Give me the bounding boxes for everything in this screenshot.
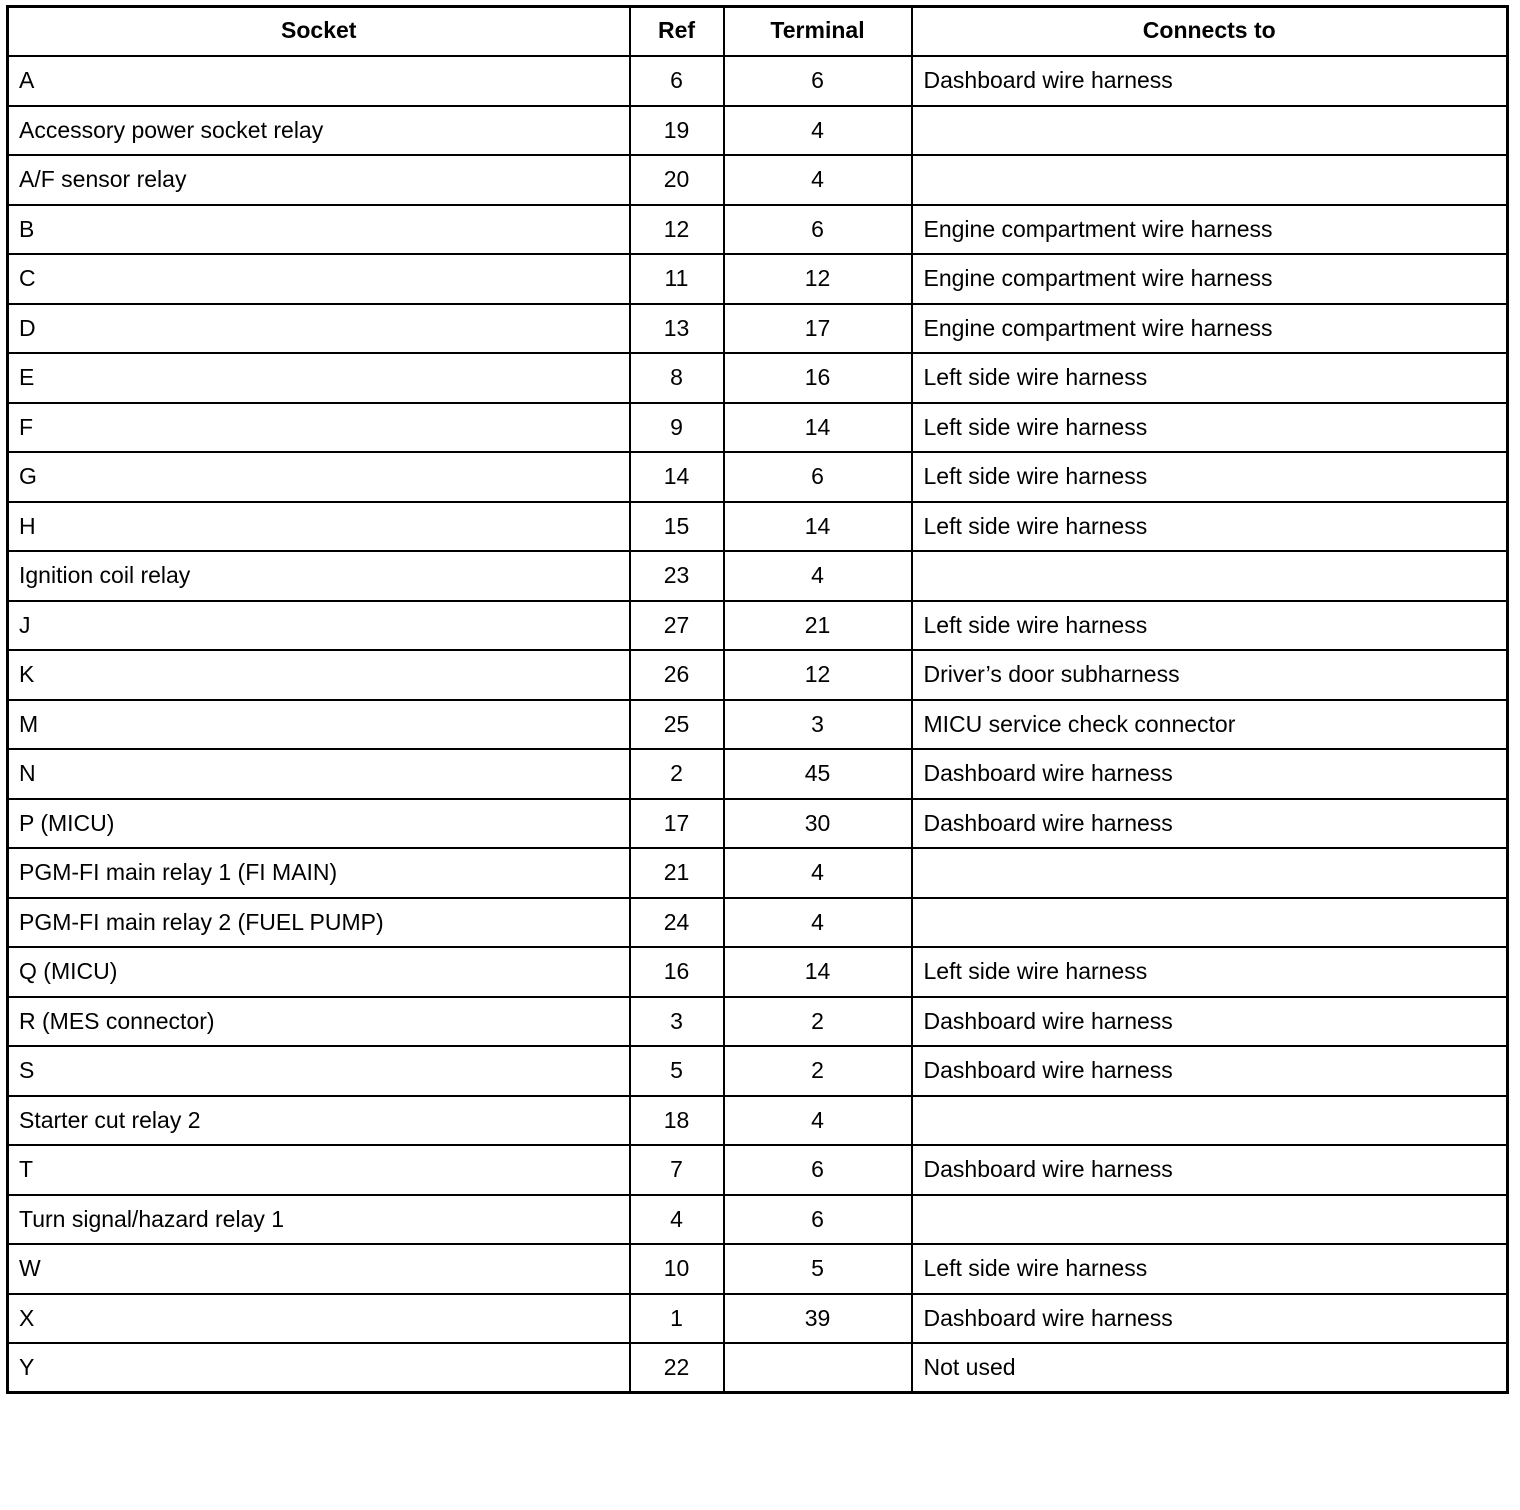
cell-connects-to: Left side wire harness	[912, 601, 1508, 651]
cell-terminal: 21	[724, 601, 912, 651]
cell-connects-to	[912, 1096, 1508, 1146]
cell-connects-to: Dashboard wire harness	[912, 1145, 1508, 1195]
table-row	[8, 254, 1508, 304]
cell-ref: 3	[630, 997, 724, 1047]
cell-socket: P (MICU)	[8, 799, 630, 849]
cell-terminal: 2	[724, 997, 912, 1047]
cell-terminal: 4	[724, 155, 912, 205]
cell-connects-to: Dashboard wire harness	[912, 1294, 1508, 1344]
cell-ref: 25	[630, 700, 724, 750]
cell-socket: T	[8, 1145, 630, 1195]
socket-table	[6, 5, 1509, 1394]
cell-ref: 23	[630, 551, 724, 601]
cell-socket: Ignition coil relay	[8, 551, 630, 601]
cell-socket: W	[8, 1244, 630, 1294]
cell-connects-to: Dashboard wire harness	[912, 1046, 1508, 1096]
cell-ref: 6	[630, 56, 724, 106]
cell-socket: R (MES connector)	[8, 997, 630, 1047]
table-row	[8, 304, 1508, 354]
cell-socket: K	[8, 650, 630, 700]
cell-connects-to: Dashboard wire harness	[912, 997, 1508, 1047]
cell-connects-to: Left side wire harness	[912, 1244, 1508, 1294]
cell-socket: E	[8, 353, 630, 403]
cell-connects-to: Left side wire harness	[912, 947, 1508, 997]
cell-ref: 16	[630, 947, 724, 997]
cell-socket: F	[8, 403, 630, 453]
cell-ref: 13	[630, 304, 724, 354]
cell-terminal: 6	[724, 452, 912, 502]
cell-terminal	[724, 1343, 912, 1393]
table-row	[8, 551, 1508, 601]
cell-ref: 5	[630, 1046, 724, 1096]
cell-connects-to: Engine compartment wire harness	[912, 304, 1508, 354]
cell-ref: 21	[630, 848, 724, 898]
cell-connects-to	[912, 898, 1508, 948]
cell-terminal: 6	[724, 56, 912, 106]
table-row	[8, 1343, 1508, 1393]
table-row	[8, 1195, 1508, 1245]
cell-ref: 1	[630, 1294, 724, 1344]
table-row	[8, 155, 1508, 205]
header-socket: Socket	[8, 7, 630, 57]
cell-socket: G	[8, 452, 630, 502]
cell-socket: A/F sensor relay	[8, 155, 630, 205]
cell-terminal: 4	[724, 1096, 912, 1146]
cell-socket: Y	[8, 1343, 630, 1393]
cell-terminal: 14	[724, 502, 912, 552]
cell-connects-to: Left side wire harness	[912, 502, 1508, 552]
table-row	[8, 749, 1508, 799]
cell-socket: Turn signal/hazard relay 1	[8, 1195, 630, 1245]
table-row	[8, 205, 1508, 255]
header-terminal: Terminal	[724, 7, 912, 57]
table-row	[8, 700, 1508, 750]
cell-connects-to: Dashboard wire harness	[912, 56, 1508, 106]
table-row	[8, 1046, 1508, 1096]
table-row	[8, 650, 1508, 700]
cell-socket: J	[8, 601, 630, 651]
cell-ref: 17	[630, 799, 724, 849]
cell-socket: M	[8, 700, 630, 750]
cell-connects-to: Engine compartment wire harness	[912, 205, 1508, 255]
cell-terminal: 5	[724, 1244, 912, 1294]
cell-terminal: 4	[724, 898, 912, 948]
cell-connects-to: Left side wire harness	[912, 452, 1508, 502]
cell-terminal: 6	[724, 1195, 912, 1245]
cell-connects-to: Not used	[912, 1343, 1508, 1393]
table-row	[8, 848, 1508, 898]
cell-ref: 20	[630, 155, 724, 205]
cell-ref: 11	[630, 254, 724, 304]
cell-terminal: 39	[724, 1294, 912, 1344]
cell-connects-to	[912, 106, 1508, 156]
table-row	[8, 56, 1508, 106]
cell-connects-to: Dashboard wire harness	[912, 749, 1508, 799]
cell-ref: 4	[630, 1195, 724, 1245]
cell-terminal: 2	[724, 1046, 912, 1096]
cell-ref: 19	[630, 106, 724, 156]
cell-ref: 15	[630, 502, 724, 552]
cell-connects-to	[912, 1195, 1508, 1245]
cell-socket: PGM-FI main relay 2 (FUEL PUMP)	[8, 898, 630, 948]
cell-connects-to: Driver’s door subharness	[912, 650, 1508, 700]
cell-connects-to: Left side wire harness	[912, 403, 1508, 453]
cell-socket: PGM-FI main relay 1 (FI MAIN)	[8, 848, 630, 898]
table-row	[8, 947, 1508, 997]
cell-connects-to: Dashboard wire harness	[912, 799, 1508, 849]
cell-terminal: 6	[724, 1145, 912, 1195]
cell-socket: C	[8, 254, 630, 304]
cell-terminal: 30	[724, 799, 912, 849]
cell-ref: 10	[630, 1244, 724, 1294]
cell-ref: 24	[630, 898, 724, 948]
cell-terminal: 4	[724, 848, 912, 898]
cell-ref: 26	[630, 650, 724, 700]
cell-socket: S	[8, 1046, 630, 1096]
socket-table-container	[6, 5, 1509, 1394]
cell-ref: 22	[630, 1343, 724, 1393]
cell-terminal: 4	[724, 106, 912, 156]
cell-connects-to	[912, 848, 1508, 898]
cell-terminal: 16	[724, 353, 912, 403]
cell-socket: D	[8, 304, 630, 354]
cell-connects-to: Engine compartment wire harness	[912, 254, 1508, 304]
table-row	[8, 1294, 1508, 1344]
cell-connects-to: MICU service check connector	[912, 700, 1508, 750]
cell-terminal: 14	[724, 403, 912, 453]
cell-terminal: 17	[724, 304, 912, 354]
table-row	[8, 403, 1508, 453]
table-row	[8, 353, 1508, 403]
table-row	[8, 799, 1508, 849]
cell-terminal: 12	[724, 254, 912, 304]
table-row	[8, 601, 1508, 651]
table-row	[8, 502, 1508, 552]
header-connects-to: Connects to	[912, 7, 1508, 57]
table-row	[8, 1096, 1508, 1146]
cell-terminal: 12	[724, 650, 912, 700]
cell-socket: A	[8, 56, 630, 106]
table-row	[8, 997, 1508, 1047]
cell-ref: 27	[630, 601, 724, 651]
table-row	[8, 1145, 1508, 1195]
table-header-row	[8, 7, 1508, 57]
cell-connects-to	[912, 551, 1508, 601]
cell-terminal: 6	[724, 205, 912, 255]
cell-socket: H	[8, 502, 630, 552]
cell-ref: 8	[630, 353, 724, 403]
cell-socket: Q (MICU)	[8, 947, 630, 997]
cell-socket: B	[8, 205, 630, 255]
cell-ref: 18	[630, 1096, 724, 1146]
cell-socket: X	[8, 1294, 630, 1344]
cell-socket: Starter cut relay 2	[8, 1096, 630, 1146]
cell-ref: 12	[630, 205, 724, 255]
cell-socket: Accessory power socket relay	[8, 106, 630, 156]
table-row	[8, 898, 1508, 948]
cell-ref: 7	[630, 1145, 724, 1195]
table-row	[8, 1244, 1508, 1294]
cell-ref: 14	[630, 452, 724, 502]
cell-terminal: 14	[724, 947, 912, 997]
cell-terminal: 3	[724, 700, 912, 750]
table-row	[8, 106, 1508, 156]
cell-socket: N	[8, 749, 630, 799]
table-row	[8, 452, 1508, 502]
cell-ref: 2	[630, 749, 724, 799]
cell-ref: 9	[630, 403, 724, 453]
cell-connects-to: Left side wire harness	[912, 353, 1508, 403]
cell-terminal: 4	[724, 551, 912, 601]
cell-connects-to	[912, 155, 1508, 205]
cell-terminal: 45	[724, 749, 912, 799]
table-body	[8, 56, 1508, 1393]
header-ref: Ref	[630, 7, 724, 57]
